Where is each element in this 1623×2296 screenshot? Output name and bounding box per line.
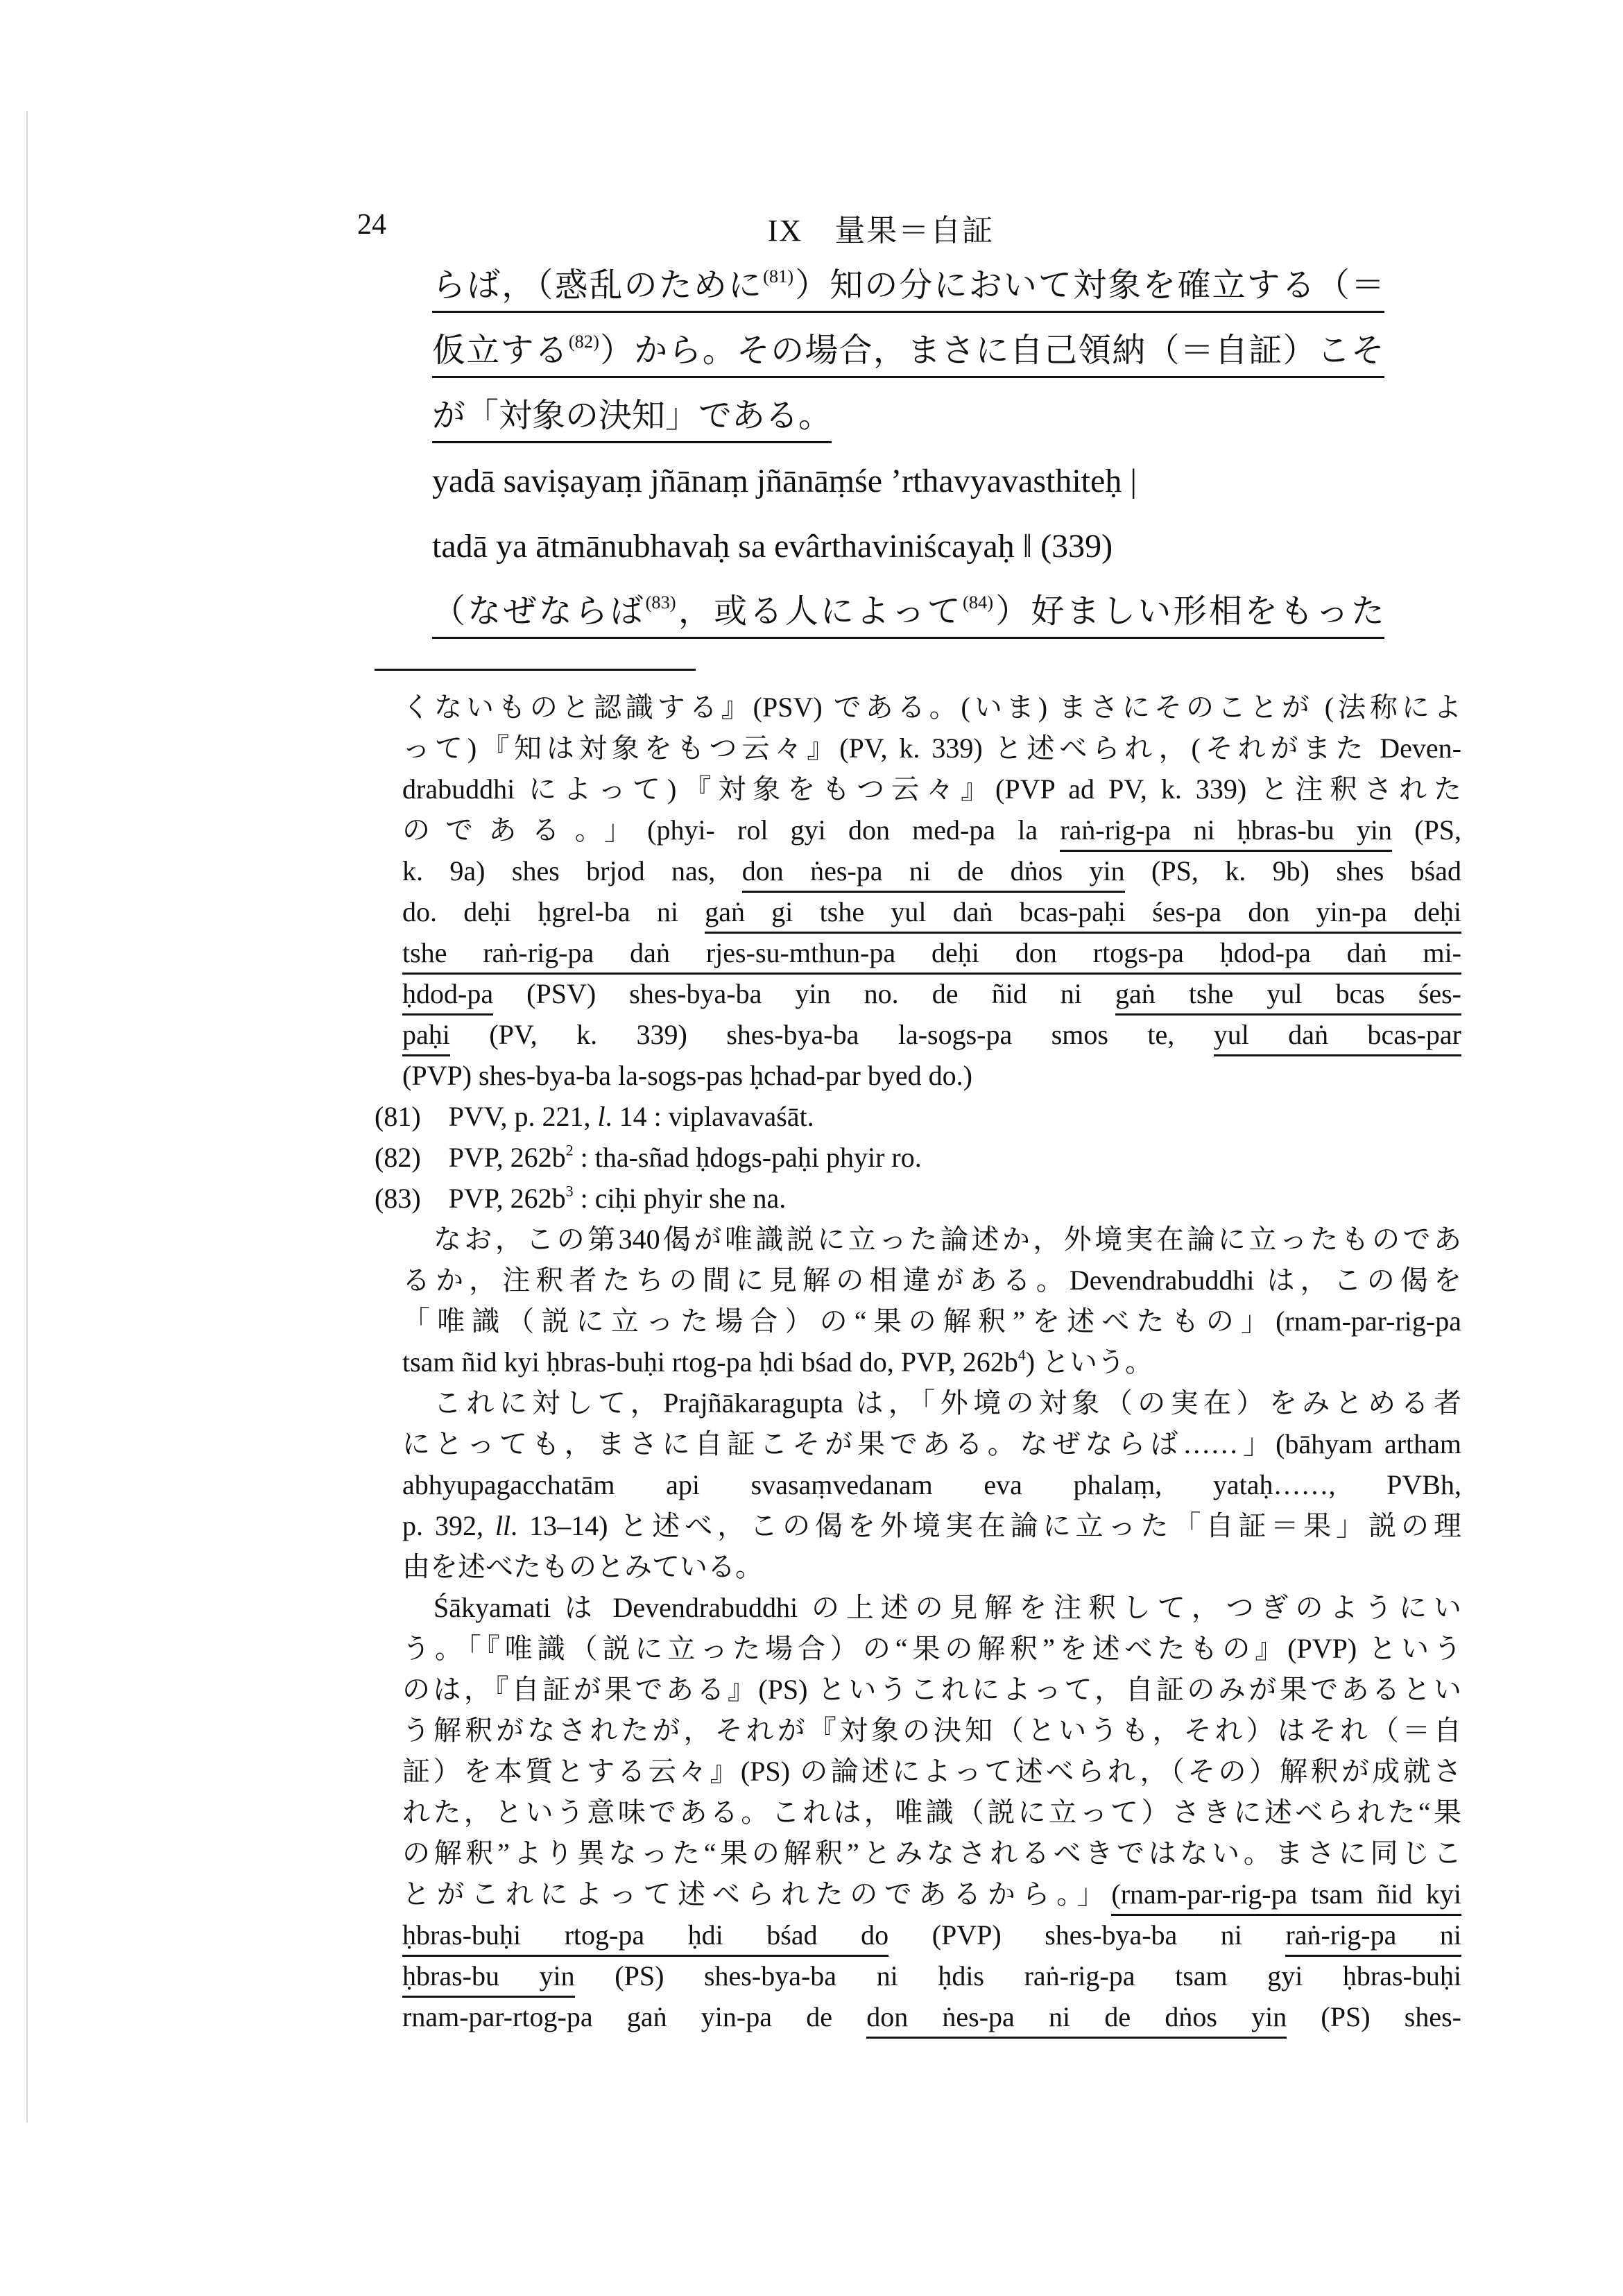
- footnote-line: [402, 1792, 1461, 1833]
- note-reference: (84): [963, 592, 993, 613]
- underlined-text: paḥi: [402, 1019, 450, 1056]
- underlined-text: ḥbras-bu yin: [402, 1960, 575, 1998]
- text-segment: p. 392,: [402, 1510, 495, 1541]
- note-reference: 3: [565, 1182, 574, 1200]
- line-text: [402, 978, 1461, 1016]
- text-segment: 由を述べたものとみている。: [402, 1551, 763, 1582]
- text-segment: (PV, k. 339) shes-bya-ba la-sogs-pa smos te,: [449, 1019, 1214, 1050]
- footnote-line: [402, 1014, 1461, 1055]
- footnote-line: [402, 1751, 1461, 1792]
- line-text: [402, 896, 1461, 934]
- note-reference: 2: [565, 1141, 574, 1159]
- underlined-text: [432, 267, 1384, 313]
- underlined-text: gaṅ gi tshe yul daṅ bcas-paḥi śes-pa don yin-pa deḥi: [705, 896, 1461, 934]
- text-segment: (PS) shes-: [1287, 2001, 1461, 2032]
- underlined-text: don ṅes-pa ni de dṅos yin: [742, 855, 1125, 893]
- footnote-line: [402, 1628, 1461, 1669]
- line-text: [402, 1305, 1461, 1337]
- text-segment: 仮立する: [432, 332, 569, 369]
- text-segment: abhyupagacchatām api svasaṃvedanam eva phalaṃ, yataḥ……, PVBh,: [402, 1469, 1461, 1500]
- line-text: [402, 1510, 1461, 1541]
- line-text: [402, 1633, 1461, 1664]
- footnote-line: [375, 1096, 1434, 1137]
- text-segment: ）好ましい形相をもった: [993, 593, 1384, 630]
- line-text: [402, 1960, 1461, 1998]
- footnote-line: [402, 809, 1461, 850]
- text-segment: う。「『唯識（説に立った場合）の“果の解釈”を述べたもの』(PVP) という: [402, 1633, 1461, 1664]
- main-text-line: [432, 318, 1384, 384]
- text-segment: Śākyamati は Devendrabuddhi の上述の見解を注釈して，つぎのようにい: [433, 1592, 1461, 1623]
- text-segment: くないものと認識する』(PSV) である。(いま) まさにそのことが (法称によ: [402, 692, 1461, 723]
- text-segment: . 13–14) と述べ，この偈を外境実在論に立った「自証＝果」説の理: [510, 1510, 1462, 1541]
- note-reference: (81): [763, 266, 794, 287]
- underlined-text: raṅ-rig-pa ni ḥbras-bu yin: [1060, 814, 1392, 852]
- line-text: [375, 1142, 922, 1173]
- line-text: [402, 937, 1461, 975]
- text-segment: なお，この第340偈が唯識説に立った論述か，外境実在論に立ったものであ: [433, 1224, 1461, 1255]
- underlined-text: [432, 332, 1384, 378]
- line-text: [402, 1551, 763, 1582]
- page-number: 24: [357, 209, 386, 241]
- footnote-line: [402, 1669, 1461, 1710]
- text-segment: が「対象の決知」である。: [432, 397, 832, 434]
- text-segment: ）知の分において対象を確立する（＝: [793, 267, 1384, 304]
- scan-margin-line: [26, 111, 28, 2123]
- main-text-line: [432, 449, 1384, 514]
- text-segment: ，或る人によって: [676, 593, 963, 630]
- line-text: [402, 1019, 1461, 1056]
- line-text: [402, 1428, 1461, 1459]
- underlined-text: [432, 397, 832, 443]
- text-segment: れた，という意味である。これは，唯識（説に立って）さきに述べられた“果: [402, 1797, 1461, 1828]
- underlined-text: yul daṅ bcas-par: [1214, 1019, 1461, 1056]
- line-text: [402, 1756, 1461, 1787]
- footnote-line: [375, 1178, 1434, 1219]
- main-text-line: [432, 384, 1384, 449]
- note-reference: (82): [568, 331, 599, 352]
- main-text-line: [432, 514, 1384, 579]
- line-text: [402, 733, 1461, 764]
- text-segment: にとっても，まさに自証こそが果である。なぜならば……」(bāhyam artham: [402, 1428, 1461, 1459]
- text-segment: l: [597, 1101, 606, 1132]
- text-segment: (PVP) shes-bya-ba la-sogs-pas ḥchad-par byed do.): [402, 1060, 972, 1091]
- text-segment: ) という。: [1025, 1346, 1153, 1378]
- text-segment: tadā ya ātmānubhavaḥ sa evârthaviniścayaḥ ‖ (339): [432, 528, 1113, 565]
- text-segment: k. 9a) shes brjod nas,: [402, 855, 742, 886]
- footnote-line: [402, 687, 1461, 728]
- running-head: IX 量果＝自証: [767, 214, 995, 248]
- footnote-line: [402, 1955, 1461, 1996]
- line-text: [402, 692, 1461, 723]
- line-text: [432, 528, 1113, 565]
- line-text: [402, 1837, 1461, 1869]
- text-segment: do. deḥi ḥgrel-ba ni: [402, 896, 705, 927]
- footnote-line: [402, 1055, 1461, 1096]
- text-segment: のは，『自証が果である』(PS) というこれによって，自証のみが果であるとい: [402, 1674, 1461, 1705]
- text-segment: とがこれによって述べられたのであるから。」: [402, 1878, 1112, 1910]
- line-text: [402, 2001, 1461, 2039]
- line-text: [402, 855, 1461, 893]
- footnote-line: [402, 850, 1461, 891]
- text-segment: (PS, k. 9b) shes bśad: [1124, 855, 1461, 886]
- footnote-line: [402, 728, 1461, 769]
- note-reference: 4: [1017, 1346, 1026, 1364]
- underlined-text: [432, 593, 1384, 639]
- footnote-line: [402, 1342, 1461, 1382]
- text-segment: drabuddhi によって)『対象をもつ云々』(PVP ad PV, k. 339) と注釈された: [402, 773, 1461, 805]
- footnote-line: [402, 1914, 1461, 1955]
- text-segment: yadā saviṣayaṃ jñānaṃ jñānāṃśe ’rthavyavasthiteḥ |: [432, 463, 1137, 499]
- line-text: [402, 1919, 1461, 1957]
- text-segment: 証）を本質とする云々』(PS) の論述によって述べられ，（その）解釈が成就さ: [402, 1756, 1461, 1787]
- text-segment: tsam ñid kyi ḥbras-buḥi rtog-pa ḥdi bśad do, PVP, 262b: [402, 1346, 1018, 1378]
- text-segment: (82) PVP, 262b: [375, 1142, 566, 1173]
- footnote-line: [402, 932, 1461, 973]
- footnote-line: [402, 1874, 1461, 1914]
- text-segment: ll: [495, 1510, 511, 1541]
- text-segment: rnam-par-rtog-pa gaṅ yin-pa de: [402, 2001, 867, 2032]
- text-segment: （なぜならば: [432, 593, 646, 630]
- line-text: [402, 1265, 1461, 1296]
- main-text-line: [432, 253, 1384, 318]
- text-segment: 「唯識（説に立った場合）の“果の解釈”を述べたもの」(rnam-par-rig-pa: [402, 1305, 1461, 1337]
- footnote-line: [402, 973, 1461, 1014]
- text-segment: ）から。その場合，まさに自己領納（＝自証）こそ: [599, 332, 1384, 369]
- footnote-line: [402, 1710, 1461, 1751]
- text-segment: の解釈”より異なった“果の解釈”とみなされるべきではない。まさに同じこ: [402, 1837, 1461, 1869]
- line-text: [402, 1797, 1461, 1828]
- text-segment: って)『知は対象をもつ云々』(PV, k. 339) と述べられ，(それがまた Deven-: [402, 733, 1461, 764]
- text-segment: : tha-sñad ḥdogs-paḥi phyir ro.: [573, 1142, 922, 1173]
- text-segment: るか，注釈者たちの間に見解の相違がある。Devendrabuddhi は，この偈を: [402, 1265, 1461, 1296]
- text-segment: (PVP) shes-bya-ba ni: [888, 1919, 1286, 1951]
- line-text: [402, 1346, 1153, 1378]
- footnote-line: [402, 1423, 1461, 1464]
- footnote-line: [433, 1382, 1461, 1423]
- underlined-text: don ṅes-pa ni de dṅos yin: [866, 2001, 1287, 2039]
- main-text-line: [432, 579, 1384, 644]
- footnote-line: [402, 769, 1461, 809]
- footnote-line: [402, 1464, 1461, 1505]
- text-segment: (81) PVV, p. 221,: [375, 1101, 598, 1132]
- line-text: [375, 1183, 786, 1214]
- footnote-line: [402, 1301, 1461, 1342]
- text-segment: う解釈がなされたが，それが『対象の決知（というも，それ）はそれ（＝自: [402, 1715, 1461, 1746]
- text-segment: (PS) shes-bya-ba ni ḥdis raṅ-rig-pa tsam gyi ḥbras-buḥi: [574, 1960, 1461, 1991]
- footnote-line: [375, 1137, 1434, 1178]
- footnote-separator: [375, 669, 696, 671]
- footnote-line: [402, 1546, 1461, 1587]
- underlined-text: gaṅ tshe yul bcas śes-: [1115, 978, 1461, 1016]
- line-text: [433, 1387, 1461, 1419]
- underlined-text: raṅ-rig-pa ni: [1285, 1919, 1461, 1957]
- underlined-text: ḥbras-buḥi rtog-pa ḥdi bśad do: [402, 1919, 888, 1957]
- line-text: [433, 1592, 1461, 1623]
- note-reference: (83): [645, 592, 676, 613]
- footnote-line: [433, 1219, 1461, 1260]
- line-text: [375, 1101, 814, 1132]
- footnote-line: [402, 1260, 1461, 1301]
- text-segment: (83) PVP, 262b: [375, 1183, 566, 1214]
- underlined-text: (rnam-par-rig-pa tsam ñid kyi: [1111, 1878, 1461, 1916]
- line-text: [433, 1224, 1461, 1255]
- footnote-line: [402, 1505, 1461, 1546]
- footnote-line: [402, 1996, 1461, 2037]
- line-text: [402, 1715, 1461, 1746]
- line-text: [402, 1878, 1461, 1916]
- text-segment: . 14 : viplavavaśāt.: [605, 1101, 814, 1132]
- line-text: [402, 1674, 1461, 1705]
- text-segment: (PS,: [1392, 814, 1462, 846]
- line-text: [402, 1060, 972, 1091]
- footnote-line: [402, 891, 1461, 932]
- text-segment: : ciḥi phyir she na.: [573, 1183, 787, 1214]
- text-segment: らば，（惑乱のために: [432, 267, 764, 304]
- underlined-text: tshe raṅ-rig-pa daṅ rjes-su-mthun-pa deḥi don rtogs-pa ḥdod-pa daṅ mi-: [402, 937, 1461, 975]
- line-text: [432, 463, 1137, 499]
- text-segment: のである。」(phyi- rol gyi don med-pa la: [402, 814, 1060, 846]
- footnote-line: [433, 1587, 1461, 1628]
- footnote-line: [402, 1833, 1461, 1874]
- line-text: [402, 1469, 1461, 1500]
- underlined-text: ḥdod-pa: [402, 978, 493, 1016]
- line-text: [402, 773, 1461, 805]
- text-segment: これに対して，Prajñākaragupta は，「外境の対象（の実在）をみとめる者: [433, 1387, 1461, 1419]
- text-segment: (PSV) shes-bya-ba yin no. de ñid ni: [493, 978, 1116, 1009]
- line-text: [402, 814, 1461, 852]
